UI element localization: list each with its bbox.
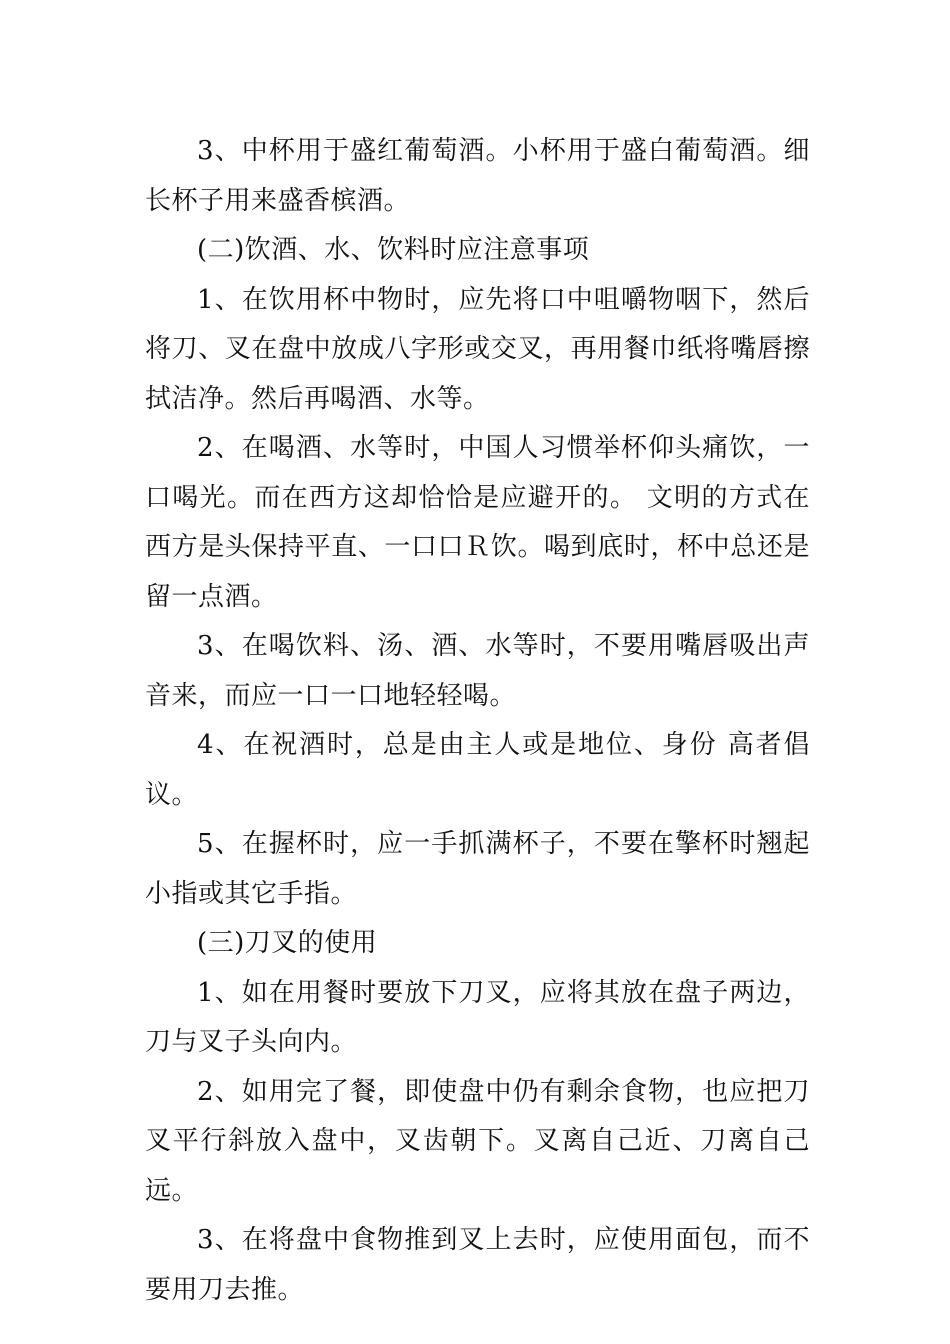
paragraph-drinking-4: 4、在祝酒时，总是由主人或是地位、身份 高者倡议。 <box>145 730 810 810</box>
paragraph-cutlery-2: 2、如用完了餐，即使盘中仍有剩余食物，也应把刀叉平行斜放入盘中，叉齿朝下。叉离自己近、刀离自己远。 <box>145 1076 810 1206</box>
document-page <box>145 127 810 1315</box>
section-heading-cutlery: (三)刀叉的使用 <box>197 928 378 958</box>
section-heading-drinking: (二)饮酒、水、饮料时应注意事项 <box>197 235 590 265</box>
paragraph-drinking-2: 2、在喝酒、水等时，中国人习惯举杯仰头痛饮，一口喝光。而在西方这却恰恰是应避开的。 文明的方式在西方是头保持平直、一口口Ｒ饮。喝到底时，杯中总还是留一点酒。 <box>145 433 810 612</box>
paragraph-drinking-5: 5、在握杯时，应一手抓满杯子，不要在擎杯时翘起小指或其它手指。 <box>145 829 810 909</box>
paragraph-drinking-1: 1、在饮用杯中物时，应先将口中咀嚼物咽下，然后将刀、叉在盘中放成八字形或交叉，再用餐巾纸将嘴唇擦拭洁净。然后再喝酒、水等。 <box>145 284 810 414</box>
paragraph-wine-glasses: 3、中杯用于盛红葡萄酒。小杯用于盛白葡萄酒。细长杯子用来盛香槟酒。 <box>145 136 810 216</box>
paragraph-drinking-3: 3、在喝饮料、汤、酒、水等时，不要用嘴唇吸出声音来，而应一口一口地轻轻喝。 <box>145 631 810 711</box>
paragraph-cutlery-3: 3、在将盘中食物推到叉上去时，应使用面包，而不要用刀去推。 <box>145 1225 810 1305</box>
paragraph-cutlery-1: 1、如在用餐时要放下刀叉，应将其放在盘子两边，刀与叉子头向内。 <box>145 977 810 1057</box>
